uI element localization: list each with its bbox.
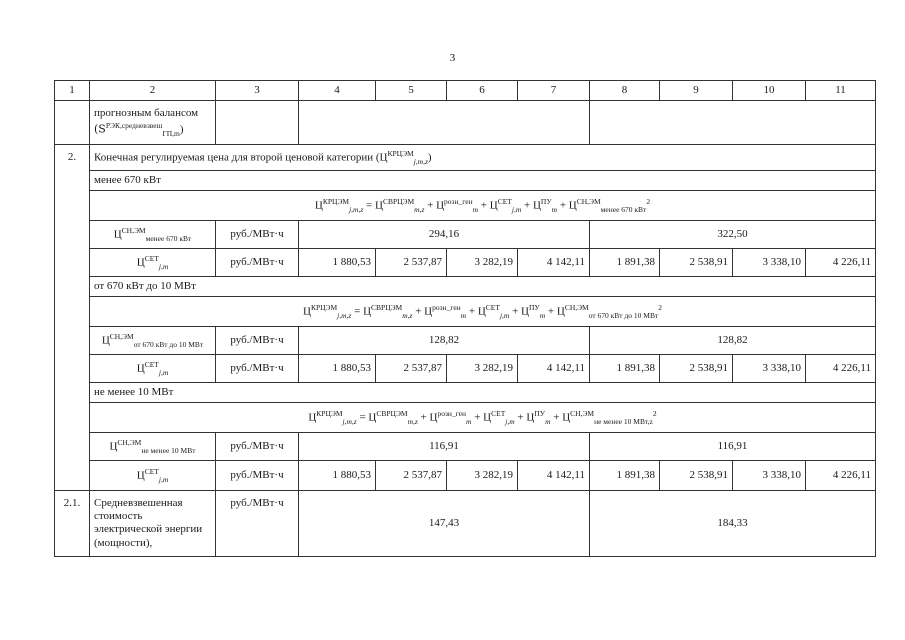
tariff-table xyxy=(54,80,876,557)
value-cell: 1 880,53 xyxy=(299,249,376,277)
value-cell: 2 538,91 xyxy=(660,461,733,491)
unit-label: руб./МВт·ч xyxy=(216,433,299,461)
formula-row xyxy=(55,297,876,327)
sn-symbol: $Ц^{СН,ЭМ}_{менее 670 кВт}$ xyxy=(90,221,216,249)
col-header: 8 xyxy=(590,81,660,101)
formula-row xyxy=(55,191,876,221)
value-cell: 2 537,87 xyxy=(376,461,447,491)
row-label: Средневзвешенная стоимость электрической энергии (мощности), xyxy=(90,491,216,557)
value-cell: 1 891,38 xyxy=(590,461,660,491)
value-cell: 3 338,10 xyxy=(733,249,806,277)
header-row xyxy=(55,81,876,101)
value-cell: 184,33 xyxy=(590,491,876,557)
unit-label: руб./МВт·ч xyxy=(216,491,299,557)
value-cell: 3 338,10 xyxy=(733,355,806,383)
value-cell: 1 880,53 xyxy=(299,355,376,383)
value-cell: 4 226,11 xyxy=(806,355,876,383)
col-header: 6 xyxy=(447,81,518,101)
value-cell: 2 538,91 xyxy=(660,355,733,383)
row-2-1 xyxy=(55,491,876,557)
value-cell: 116,91 xyxy=(299,433,590,461)
col-header: 2 xyxy=(90,81,216,101)
col-header: 7 xyxy=(518,81,590,101)
value-cell: 147,43 xyxy=(299,491,590,557)
row-number: 2.1. xyxy=(55,491,90,557)
value-cell: 4 142,11 xyxy=(518,249,590,277)
sn-row xyxy=(55,433,876,461)
value-cell: 128,82 xyxy=(590,327,876,355)
value-cell: 2 538,91 xyxy=(660,249,733,277)
unit-label: руб./МВт·ч xyxy=(216,327,299,355)
value-cell: 322,50 xyxy=(590,221,876,249)
col-header: 3 xyxy=(216,81,299,101)
sn-row xyxy=(55,221,876,249)
section-title: Конечная регулируемая цена для второй ценовой категории $(Ц^{КРЦЭМ}_{j,m,z})$ xyxy=(90,145,876,171)
section-number: 2. xyxy=(55,145,90,491)
value-cell: 294,16 xyxy=(299,221,590,249)
balance-row xyxy=(55,101,876,145)
value-cell: 4 142,11 xyxy=(518,461,590,491)
unit-label: руб./МВт·ч xyxy=(216,461,299,491)
formula: $Ц^{КРЦЭМ}_{j,m,z} = Ц^{СВРЦЭМ}_{m,z} + Ц^{розн\_ген}_m + Ц^{СЕТ}_{j,m} + Ц^{ПУ}_m + Ц^{СН,ЭМ}_{менее 670 кВт}^2$ xyxy=(90,191,876,221)
value-cell: 2 537,87 xyxy=(376,249,447,277)
value-cell: 116,91 xyxy=(590,433,876,461)
set-symbol: $Ц^{СЕТ}_{j,m}$ xyxy=(90,461,216,491)
sn-symbol: $Ц^{СН,ЭМ}_{не менее 10 МВт}$ xyxy=(90,433,216,461)
set-symbol: $Ц^{СЕТ}_{j,m}$ xyxy=(90,249,216,277)
unit-label: руб./МВт·ч xyxy=(216,355,299,383)
group-heading-row xyxy=(55,277,876,297)
value-cell: 1 880,53 xyxy=(299,461,376,491)
group-heading-row xyxy=(55,171,876,191)
value-cell: 4 226,11 xyxy=(806,461,876,491)
value-cell: 3 282,19 xyxy=(447,355,518,383)
group-heading: не менее 10 МВт xyxy=(90,383,876,403)
sn-symbol: $Ц^{СН,ЭМ}_{от 670 кВт до 10 МВт}$ xyxy=(90,327,216,355)
formula: $Ц^{КРЦЭМ}_{j,m,z} = Ц^{СВРЦЭМ}_{m,z} + Ц^{розн\_ген}_m + Ц^{СЕТ}_{j,m} + Ц^{ПУ}_m + Ц^{СН,ЭМ}_{от 670 кВт до 10 МВт}^2$ xyxy=(90,297,876,327)
group-heading-row xyxy=(55,383,876,403)
value-cell: 3 282,19 xyxy=(447,249,518,277)
value-cell: 2 537,87 xyxy=(376,355,447,383)
value-cell: 4 142,11 xyxy=(518,355,590,383)
page-number: 3 xyxy=(449,52,456,64)
set-row xyxy=(55,461,876,491)
col-header: 9 xyxy=(660,81,733,101)
value-cell: 3 338,10 xyxy=(733,461,806,491)
value-cell: 1 891,38 xyxy=(590,249,660,277)
group-heading: от 670 кВт до 10 МВт xyxy=(90,277,876,297)
unit-label: руб./МВт·ч xyxy=(216,221,299,249)
sn-row xyxy=(55,327,876,355)
col-header: 4 xyxy=(299,81,376,101)
value-cell: 4 226,11 xyxy=(806,249,876,277)
set-row xyxy=(55,249,876,277)
formula-row xyxy=(55,403,876,433)
value-cell: 128,82 xyxy=(299,327,590,355)
balance-label: прогнозным балансом $(S^{РЭК,средневзвеш}_{ГП,m})$ xyxy=(90,101,216,145)
set-symbol: $Ц^{СЕТ}_{j,m}$ xyxy=(90,355,216,383)
set-row xyxy=(55,355,876,383)
col-header: 5 xyxy=(376,81,447,101)
col-header: 11 xyxy=(806,81,876,101)
col-header: 1 xyxy=(55,81,90,101)
group-heading: менее 670 кВт xyxy=(90,171,876,191)
value-cell: 1 891,38 xyxy=(590,355,660,383)
section-2-title-row xyxy=(55,145,876,171)
formula: $Ц^{КРЦЭМ}_{j,m,z} = Ц^{СВРЦЭМ}_{m,z} + Ц^{розн\_ген}_m + Ц^{СЕТ}_{j,m} + Ц^{ПУ}_m + Ц^{СН,ЭМ}_{не менее 10 МВт,z}^2$ xyxy=(90,403,876,433)
col-header: 10 xyxy=(733,81,806,101)
value-cell: 3 282,19 xyxy=(447,461,518,491)
unit-label: руб./МВт·ч xyxy=(216,249,299,277)
